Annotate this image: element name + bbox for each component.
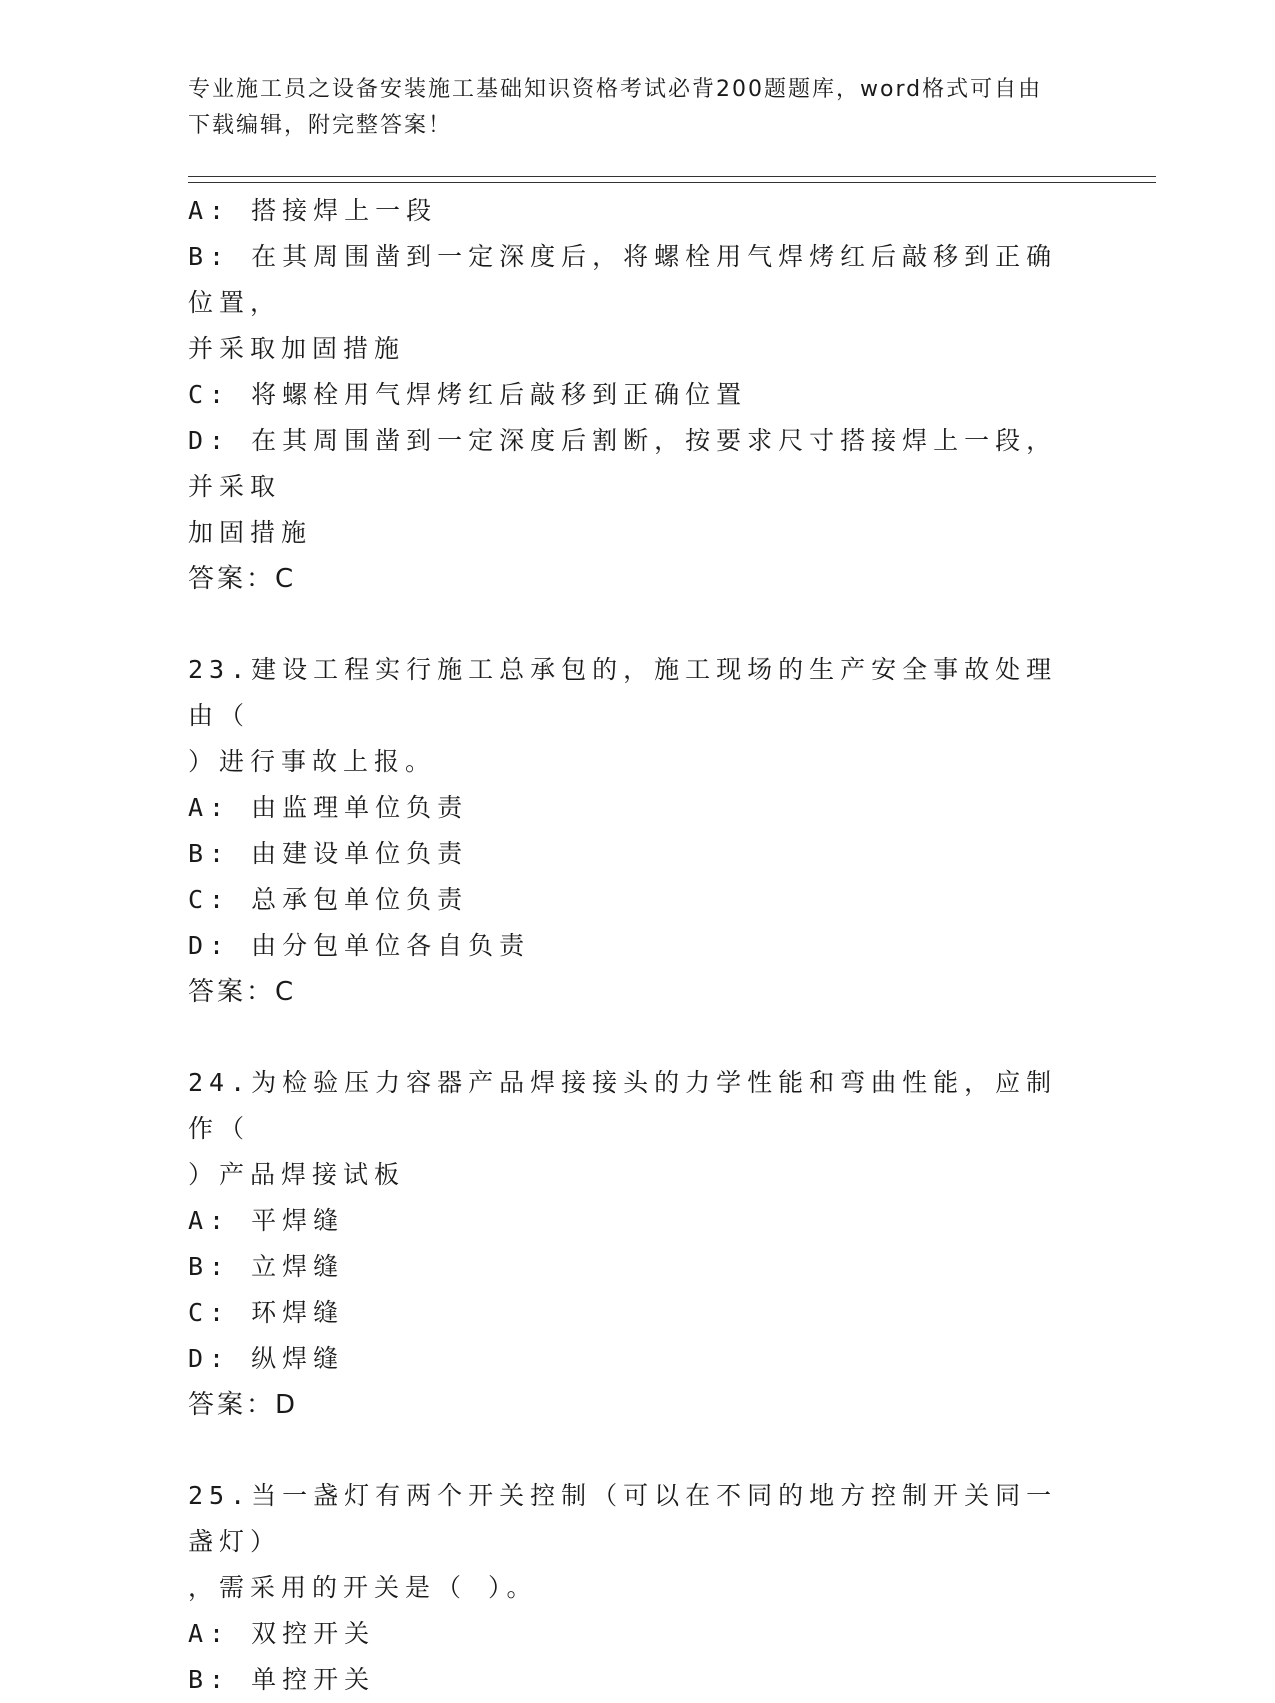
- question-stem-continued: ）进行事故上报。: [188, 747, 437, 776]
- option-a: A: 平焊缝: [188, 1206, 345, 1235]
- option-b: B: 由建设单位负责: [188, 839, 469, 868]
- question-stem: 24.为检验压力容器产品焊接接头的力学性能和弯曲性能，应制作（: [188, 1068, 1058, 1143]
- question-block-prev: [188, 188, 1078, 602]
- question-list: [188, 188, 1078, 1703]
- answer-label: 答案：C: [188, 564, 297, 594]
- question-stem-continued: ）产品焊接试板: [188, 1160, 406, 1189]
- question-stem: 23.建设工程实行施工总承包的，施工现场的生产安全事故处理由（: [188, 655, 1058, 730]
- option-c: C: 将螺栓用气焊烤红后敲移到正确位置: [188, 380, 748, 409]
- answer-label: 答案：C: [188, 977, 297, 1007]
- option-b-continued: 并采取加固措施: [188, 334, 406, 363]
- question-block-23: [188, 647, 1078, 1015]
- option-c: C: 环焊缝: [188, 1298, 345, 1327]
- header-rule-bottom: [188, 182, 1156, 183]
- header-line-1: 专业施工员之设备安装施工基础知识资格考试必背200题题库，word格式可自由: [188, 77, 1043, 102]
- option-d: D: 纵焊缝: [188, 1344, 345, 1373]
- option-d-continued: 加固措施: [188, 518, 313, 547]
- option-b: B: 单控开关: [188, 1665, 376, 1694]
- option-a: A: 双控开关: [188, 1619, 376, 1648]
- question-block-25: [188, 1473, 1078, 1703]
- question-stem-continued: ，需采用的开关是（ ）。: [188, 1573, 538, 1602]
- option-d: D: 在其周围凿到一定深度后割断，按要求尺寸搭接焊上一段，并采取: [188, 426, 1058, 501]
- option-a: A: 搭接焊上一段: [188, 196, 438, 225]
- option-a: A: 由监理单位负责: [188, 793, 469, 822]
- header-line-2: 下载编辑，附完整答案！: [188, 113, 453, 138]
- spacer: [188, 602, 1078, 647]
- option-c: C: 总承包单位负责: [188, 885, 469, 914]
- option-d: D: 由分包单位各自负责: [188, 931, 531, 960]
- question-stem: 25.当一盏灯有两个开关控制（可以在不同的地方控制开关同一盏灯）: [188, 1481, 1058, 1556]
- spacer: [188, 1015, 1078, 1060]
- question-block-24: [188, 1060, 1078, 1428]
- header-rule-top: [188, 176, 1156, 177]
- option-b: B: 立焊缝: [188, 1252, 345, 1281]
- answer-label: 答案：D: [188, 1390, 299, 1420]
- document-header: [188, 72, 1068, 144]
- option-b: B: 在其周围凿到一定深度后，将螺栓用气焊烤红后敲移到正确位置，: [188, 242, 1058, 317]
- spacer: [188, 1428, 1078, 1473]
